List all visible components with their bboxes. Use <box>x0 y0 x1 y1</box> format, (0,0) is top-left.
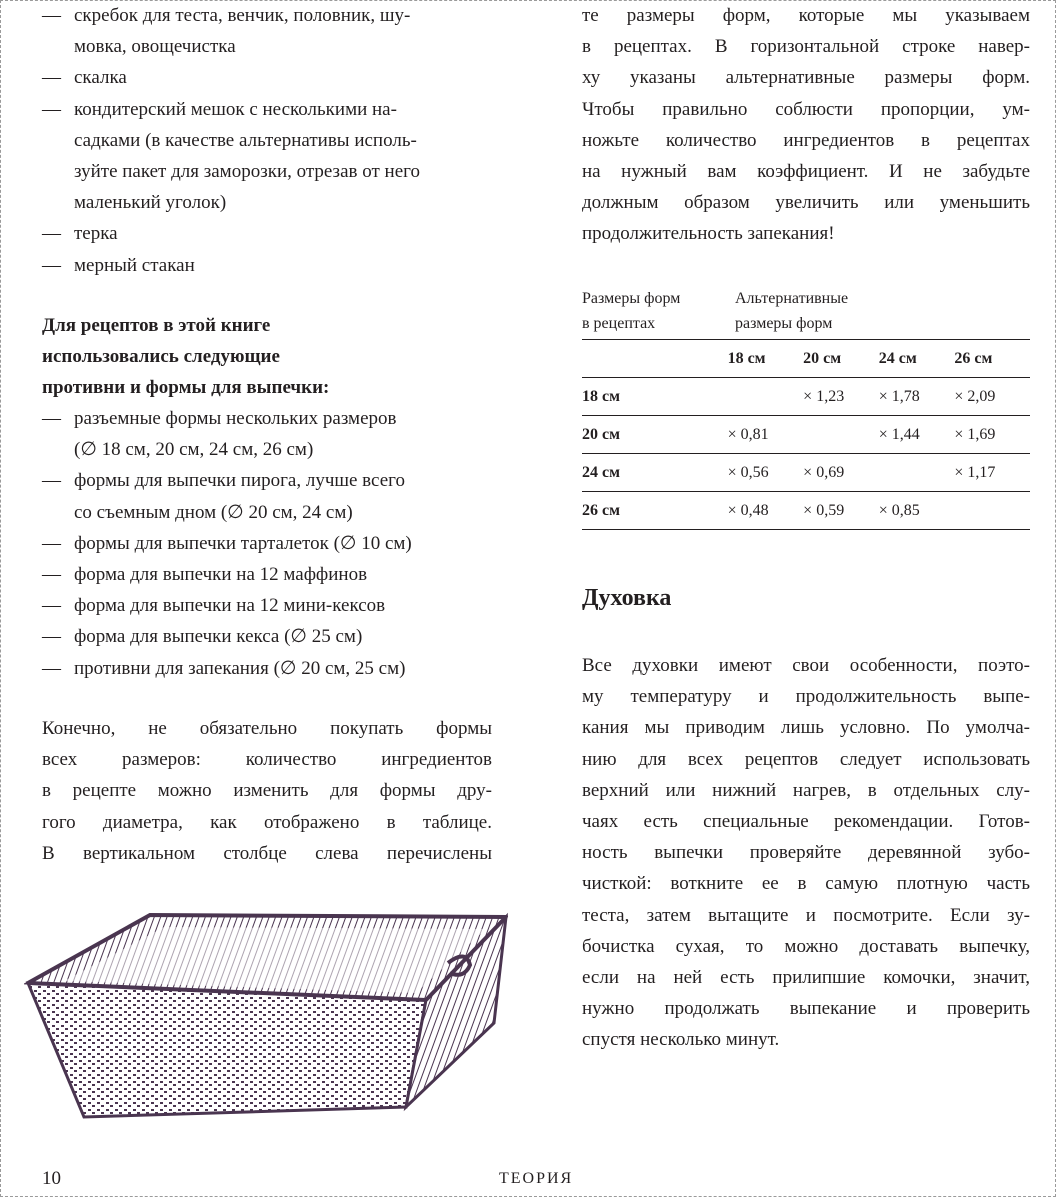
paragraph-line: чаях есть специальные рекомендации. Готов- <box>582 811 1030 833</box>
table-corner-cell <box>582 340 728 378</box>
table-cell: × 1,69 <box>954 425 996 443</box>
dash-bullet: — <box>42 657 61 679</box>
paragraph-line: спустя несколько минут. <box>582 1029 780 1051</box>
list-item <box>42 62 492 93</box>
paragraph-line: Конечно, не обязательно покупать формы <box>42 718 492 739</box>
list-item-line: скребок для теста, венчик, половник, шу- <box>74 5 411 26</box>
paragraph-line: чисткой: воткните ее в самую плотную часть <box>582 873 1030 895</box>
list-item <box>42 590 492 621</box>
table-cell: × 0,69 <box>803 463 845 481</box>
table-cell: × 0,48 <box>727 501 769 519</box>
baking-pan-illustration <box>24 905 508 1127</box>
dash-bullet: — <box>42 223 61 245</box>
dash-bullet: — <box>42 626 61 648</box>
list-item-line: форма для выпечки на 12 мини-кексов <box>74 595 386 617</box>
paragraph-line: в рецептах. В горизонтальной строке навер- <box>582 36 1030 58</box>
dash-bullet: — <box>42 98 61 120</box>
paragraph-line: те размеры форм, которые мы указываем <box>582 5 1030 26</box>
list-item-line: (∅ 18 см, 20 см, 24 см, 26 см) <box>74 439 314 461</box>
table-header-right <box>735 286 848 336</box>
dash-bullet: — <box>42 5 61 26</box>
table-cell <box>879 454 955 492</box>
paragraph-line: если на ней есть прилипшие комочки, значит, <box>582 967 1030 989</box>
table-header-line: в рецептах <box>582 315 656 332</box>
paragraph-line: кания мы приводим лишь условно. По умолча- <box>582 717 1030 739</box>
table-row <box>582 492 1030 530</box>
table-size-header: 24 см <box>878 349 917 367</box>
paragraph-line: гого диаметра, как отображено в таблице. <box>42 811 492 833</box>
table-header-left <box>582 286 680 336</box>
list-item-line: формы для выпечки пирога, лучше всего <box>74 470 405 492</box>
paragraph-line: Чтобы правильно соблюсти пропорции, ум- <box>582 98 1030 120</box>
list-item-line: зуйте пакет для заморозки, отрезав от него <box>74 161 420 183</box>
list-item <box>42 528 492 559</box>
paragraph-line: В вертикальном столбце слева перечислены <box>42 842 492 864</box>
dash-bullet: — <box>42 564 61 586</box>
list-item-line: форма для выпечки на 12 маффинов <box>74 564 368 586</box>
list-item-line: скалка <box>74 67 127 89</box>
dash-bullet: — <box>42 408 61 429</box>
paragraph-line: нию для всех рецептов следует использовать <box>582 748 1030 770</box>
table-header-line: размеры форм <box>735 315 833 332</box>
list-item-line: маленький уголок) <box>74 192 227 214</box>
paragraph-line: нужно продолжать выпекание и проверить <box>582 998 1030 1020</box>
list-item <box>42 250 492 281</box>
table-cell: × 0,59 <box>803 501 845 519</box>
page-number: 10 <box>42 1168 61 1189</box>
list-item-line: со съемным дном (∅ 20 см, 24 см) <box>74 501 353 523</box>
table-row <box>582 416 1030 454</box>
list-item-line: мерный стакан <box>74 254 195 276</box>
paragraph-line: всех размеров: количество ингредиентов <box>42 749 492 771</box>
table-size-header: 18 см <box>727 349 766 367</box>
list-item-line: мовка, овощечистка <box>74 36 236 58</box>
list-item <box>42 559 492 590</box>
paragraph-line: бочистка сухая, то можно доставать выпечку, <box>582 935 1030 957</box>
paragraph-line: в рецепте можно изменить для формы дру- <box>42 780 492 802</box>
list-item-line: терка <box>74 223 118 245</box>
table-size-header: 26 см <box>954 349 993 367</box>
table-cell: × 1,78 <box>878 387 920 405</box>
paragraph-line: верхний или нижний нагрев, в отдельных слу- <box>582 779 1030 801</box>
oven-heading: Духовка <box>582 585 672 611</box>
table-header-row <box>582 340 1030 378</box>
dash-bullet: — <box>42 595 61 617</box>
list-item <box>42 218 492 249</box>
list-item <box>42 621 492 652</box>
forms-heading <box>42 310 492 404</box>
list-item <box>42 0 492 62</box>
oven-paragraph <box>582 650 1030 1056</box>
table-header-line: Альтернативные <box>735 290 849 307</box>
table-cell: × 2,09 <box>954 387 996 405</box>
list-item-line: садками (в качестве альтернативы исполь- <box>74 129 417 151</box>
table-cell <box>954 492 1030 530</box>
table-row <box>582 378 1030 416</box>
list-item <box>42 94 492 219</box>
heading-line: использовались следующие <box>42 346 280 368</box>
table-row-label: 18 см <box>582 387 620 405</box>
list-item-line: кондитерский мешок с несколькими на- <box>74 98 397 120</box>
table-cell: × 0,56 <box>727 463 769 481</box>
dash-bullet: — <box>42 532 61 554</box>
list-item <box>42 403 492 465</box>
heading-line: Для рецептов в этой книге <box>42 315 271 336</box>
table-row-label: 26 см <box>582 501 620 519</box>
section-title: ТЕОРИЯ <box>499 1170 574 1187</box>
right-paragraph <box>582 0 1030 250</box>
table-cell: × 0,81 <box>727 425 769 443</box>
paragraph-line: ху указаны альтернативные размеры форм. <box>582 67 1030 89</box>
dash-bullet: — <box>42 470 61 492</box>
list-item <box>42 653 492 684</box>
table-cell <box>803 416 879 454</box>
table-row-label: 20 см <box>582 425 620 443</box>
forms-list <box>42 403 492 684</box>
list-item-line: противни для запекания (∅ 20 см, 25 см) <box>74 657 406 679</box>
paragraph-line: теста, затем вытащите и посмотрите. Если зу- <box>582 904 1030 926</box>
table-header-line: Размеры форм <box>582 290 681 307</box>
table-cell <box>728 378 804 416</box>
paragraph-line: ножьте количество ингредиентов в рецептах <box>582 129 1030 151</box>
paragraph-line: му температуру и продолжительность выпе- <box>582 686 1030 708</box>
dash-bullet: — <box>42 254 61 276</box>
list-item-line: разъемные формы нескольких размеров <box>74 408 397 429</box>
paragraph-line: продолжительность запекания! <box>582 223 835 245</box>
paragraph-line: Все духовки имеют свои особенности, поэто- <box>582 655 1030 676</box>
paragraph-line: на нужный вам коэффициент. И не забудьте <box>582 161 1030 183</box>
list-item-line: формы для выпечки тарталеток (∅ 10 см) <box>74 532 412 554</box>
table-size-header: 20 см <box>803 349 842 367</box>
tools-list <box>42 0 492 281</box>
dash-bullet: — <box>42 67 61 89</box>
list-item <box>42 465 492 527</box>
paragraph-line: ность выпечки проверяйте деревянной зубо- <box>582 842 1030 864</box>
table-cell: × 1,23 <box>803 387 845 405</box>
heading-line: противни и формы для выпечки: <box>42 377 330 399</box>
table-cell: × 1,17 <box>954 463 996 481</box>
table-row-label: 24 см <box>582 463 620 481</box>
size-conversion-table <box>582 340 1030 530</box>
left-paragraph <box>42 713 492 869</box>
list-item-line: форма для выпечки кекса (∅ 25 см) <box>74 626 363 648</box>
table-cell: × 0,85 <box>878 501 920 519</box>
paragraph-line: должным образом увеличить или уменьшить <box>582 192 1030 214</box>
size-table-wrap <box>582 340 1030 530</box>
table-cell: × 1,44 <box>878 425 920 443</box>
table-row <box>582 454 1030 492</box>
